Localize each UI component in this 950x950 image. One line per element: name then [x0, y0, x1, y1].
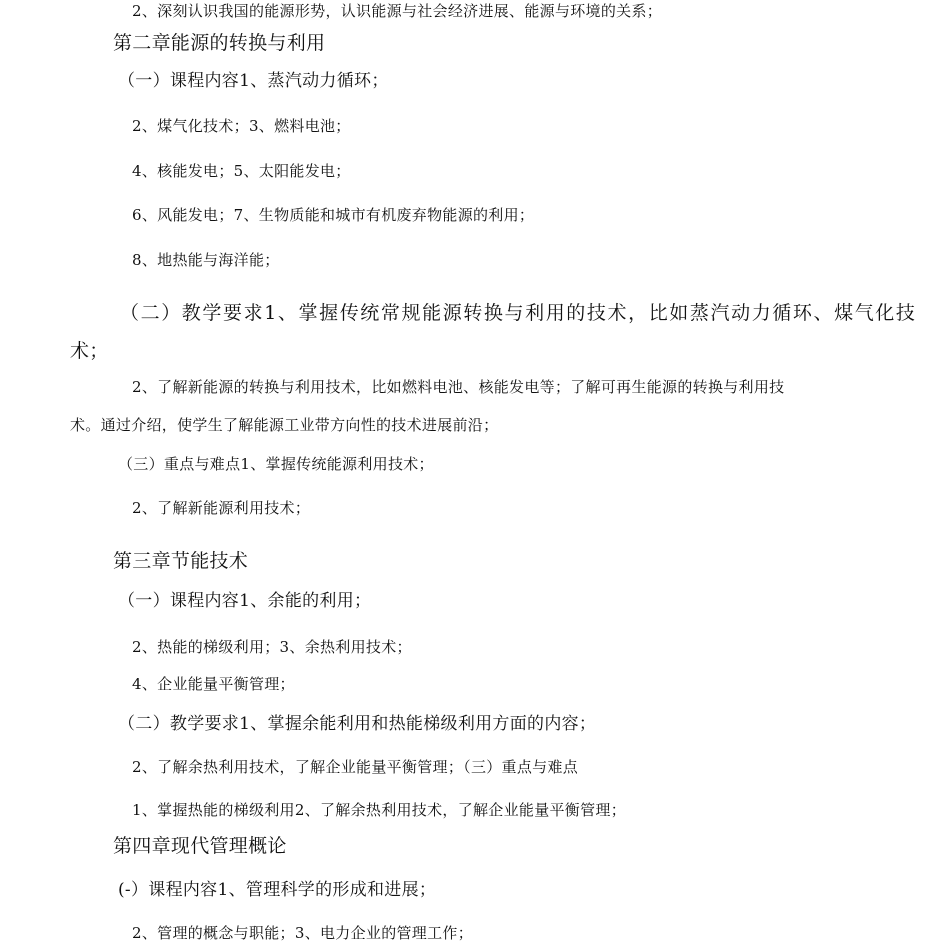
section-line: （二）教学要求1、掌握传统常规能源转换与利用的技术，比如蒸汽动力循环、煤气化技 — [120, 302, 917, 324]
chapter-heading: 第二章能源的转换与利用 — [113, 32, 326, 54]
text-line: 2、了解新能源的转换与利用技术，比如燃料电池、核能发电等；了解可再生能源的转换与利用技 — [132, 378, 785, 396]
text-line: 术； — [70, 340, 109, 362]
text-line: 6、风能发电；7、生物质能和城市有机废弃物能源的利用； — [132, 206, 535, 224]
text-line: 8、地热能与海洋能； — [132, 251, 280, 269]
text-line: 4、企业能量平衡管理； — [132, 675, 295, 693]
section-line: （一）课程内容1、蒸汽动力循环； — [118, 71, 389, 91]
text-line: 4、核能发电；5、太阳能发电； — [132, 162, 351, 180]
section-line: （二）教学要求1、掌握余能利用和热能梯级利用方面的内容； — [118, 714, 597, 734]
text-line: 1、掌握热能的梯级利用2、了解余热利用技术，了解企业能量平衡管理； — [132, 801, 626, 819]
text-line: 2、了解新能源利用技术； — [132, 499, 311, 517]
section-line: (-）课程内容1、管理科学的形成和进展； — [118, 880, 437, 900]
chapter-heading: 第四章现代管理概论 — [113, 835, 287, 857]
text-line: 2、热能的梯级利用；3、余热利用技术； — [132, 638, 412, 656]
text-line: 2、煤气化技术；3、燃料电池； — [132, 117, 351, 135]
section-line: （一）课程内容1、余能的利用； — [118, 591, 372, 611]
text-line: 2、管理的概念与职能；3、电力企业的管理工作； — [132, 924, 473, 942]
section-line: （三）重点与难点1、掌握传统能源利用技术； — [118, 455, 434, 473]
text-line: 术。通过介绍，使学生了解能源工业带方向性的技术进展前沿； — [70, 416, 499, 434]
text-line: 2、深刻认识我国的能源形势，认识能源与社会经济进展、能源与环境的关系； — [132, 2, 663, 20]
chapter-heading: 第三章节能技术 — [113, 550, 249, 572]
text-line: 2、了解余热利用技术，了解企业能量平衡管理；（三）重点与难点 — [132, 758, 579, 776]
